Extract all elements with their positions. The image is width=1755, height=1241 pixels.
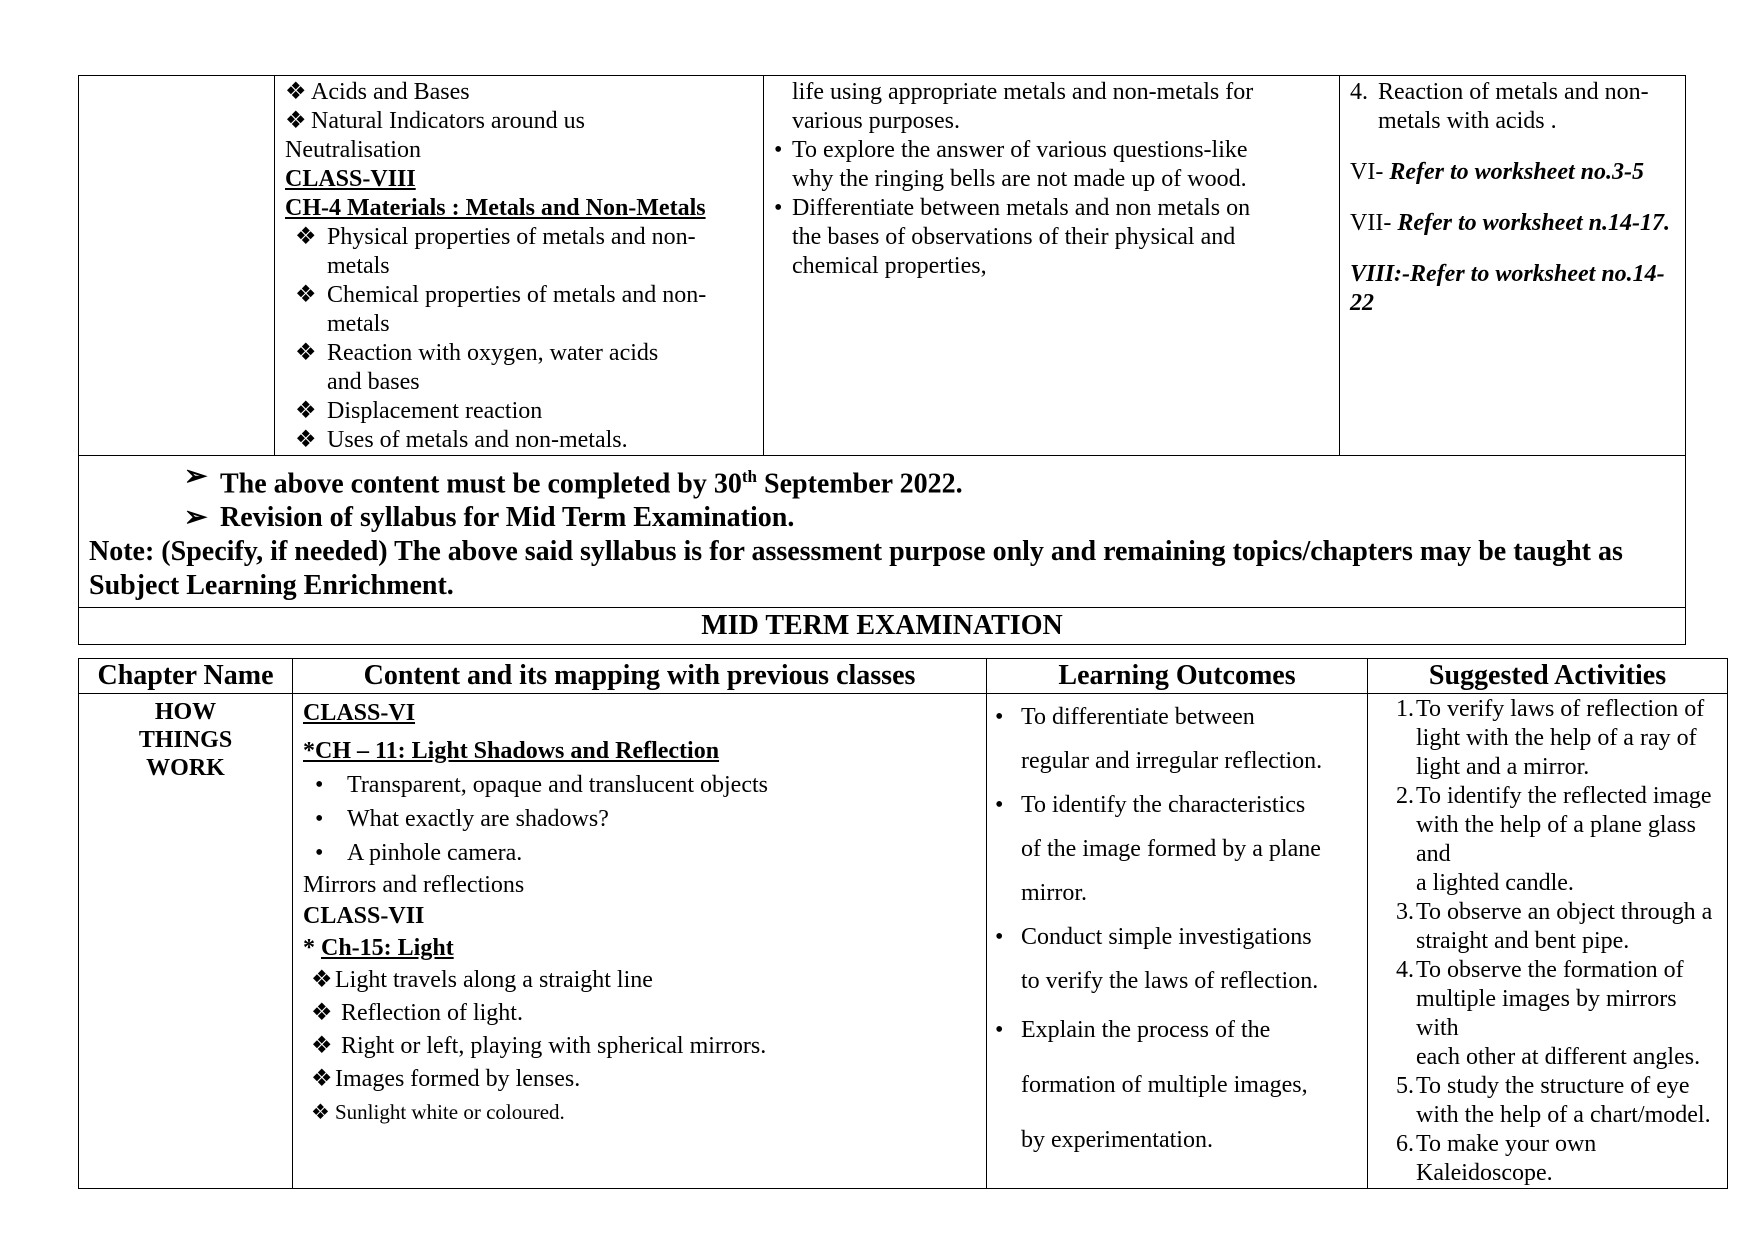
bullet-icon: • — [315, 772, 324, 798]
list-item: ❖ Images formed by lenses. — [303, 1063, 976, 1096]
diamond-bullet-icon: ❖ — [295, 340, 317, 366]
worksheet-ref: VII- Refer to worksheet n.14-17. — [1350, 210, 1670, 236]
list-item: • Conduct simple investigations to verify the laws of reflection. — [995, 915, 1359, 1003]
bullet-icon: • — [995, 792, 1004, 818]
bullet-icon: • — [995, 1017, 1004, 1043]
diamond-bullet-icon: ❖ — [311, 1000, 333, 1026]
mirrors-text: Mirrors and reflections — [303, 872, 525, 898]
diamond-bullet-icon: ❖ — [311, 967, 333, 993]
chapter-heading: *CH – 11: Light Shadows and Reflection — [303, 738, 720, 764]
list-item: 1. To verify laws of reflection of light with the help of a ray of light and a mirror. — [1396, 696, 1705, 780]
list-item: ❖ Light travels along a straight line — [303, 964, 976, 997]
column-header: Chapter Name — [79, 659, 293, 694]
list-item: 4. Reaction of metals and non- metals with acids . — [1350, 79, 1649, 134]
list-item: • Differentiate between metals and non metals on the bases of observations of their physical and chemical properties, — [774, 195, 1251, 279]
note-text: Note: (Specify, if needed) The above said syllabus is for assessment purpose only and remaining topics/chapters may be taught as Subject Learning Enrichment. — [89, 536, 1623, 602]
list-item: ❖ Natural Indicators around us — [285, 108, 585, 134]
list-item: ❖ Displacement reaction — [285, 397, 753, 426]
bullet-icon: • — [315, 840, 324, 866]
column-header: Learning Outcomes — [987, 659, 1368, 694]
mid-term-syllabus-table — [78, 658, 1728, 1189]
list-item: 4. To observe the formation of multiple images by mirrors with each other at different angles. — [1396, 957, 1701, 1070]
list-item: ➢ The above content must be completed by 30th September 2022. — [184, 461, 963, 500]
list-item: ➢ Revision of syllabus for Mid Term Examination. — [184, 502, 795, 534]
class-vii-heading: CLASS-VII — [303, 903, 425, 929]
list-item: ❖ Physical properties of metals and non- metals — [285, 223, 753, 281]
list-item: • Explain the process of the formation of multiple images, by experimentation. — [995, 1003, 1359, 1168]
activities-cell — [1340, 76, 1686, 456]
worksheet-ref: VIII:-Refer to worksheet no.14-22 — [1350, 261, 1665, 316]
diamond-bullet-icon: ❖ — [311, 1033, 333, 1059]
diamond-bullet-icon: ❖ — [285, 79, 307, 105]
chapter-name-cell-empty — [79, 76, 275, 456]
learning-outcomes-cell: life using appropriate metals and non-metals for various purposes. • To explore the answer of various questions-like why the ringing bells are not made up of wood. • Differentiate between metals and non metals on the bases of observations of their physical and chemical properties, — [764, 76, 1340, 456]
list-item: ❖ Uses of metals and non-metals. — [285, 426, 753, 455]
list-item: • Transparent, opaque and translucent objects — [303, 768, 976, 802]
diamond-bullet-icon: ❖ — [311, 1100, 330, 1124]
list-item: 5. To study the structure of eye with the help of a chart/model. — [1396, 1073, 1711, 1128]
arrow-bullet-icon: ➢ — [184, 461, 208, 492]
table-row — [79, 76, 1686, 456]
column-header: Content and its mapping with previous classes — [293, 659, 987, 694]
learning-outcomes-cell — [987, 694, 1368, 1189]
list-item: • To explore the answer of various questions-like why the ringing bells are not made up of wood. — [774, 137, 1248, 192]
list-item: ❖ Chemical properties of metals and non- metals — [285, 281, 753, 339]
diamond-bullet-icon: ❖ — [295, 224, 317, 250]
bullet-icon: • — [315, 806, 324, 832]
content-cell — [275, 76, 764, 456]
list-item: • A pinhole camera. — [303, 836, 976, 870]
chapter-heading: CH-4 Materials : Metals and Non-Metals — [285, 195, 706, 221]
diamond-bullet-icon: ❖ — [285, 108, 307, 134]
diamond-bullet-icon: ❖ — [295, 427, 317, 453]
section-title: MID TERM EXAMINATION — [79, 608, 1686, 645]
list-item: ❖ Sunlight white or coloured. — [303, 1096, 976, 1128]
chapter-heading: * Ch-15: Light — [303, 935, 454, 961]
syllabus-continuation-table — [78, 75, 1686, 645]
chapter-name-cell: HOW THINGS WORK — [79, 694, 293, 1189]
neutralisation-text: Neutralisation — [285, 137, 421, 163]
bullet-icon: • — [774, 137, 783, 163]
table-row — [79, 608, 1686, 645]
notes-cell — [79, 456, 1686, 608]
list-item: 2. To identify the reflected image with the help of a plane glass and a lighted candle. — [1396, 783, 1712, 896]
class-vi-heading: CLASS-VI — [303, 700, 416, 726]
table-row — [79, 694, 1728, 1189]
list-item: • What exactly are shadows? — [303, 802, 976, 836]
list-item: 3. To observe an object through a straight and bent pipe. — [1396, 899, 1713, 954]
column-header: Suggested Activities — [1368, 659, 1728, 694]
class-viii-heading: CLASS-VIII — [285, 166, 416, 192]
diamond-bullet-icon: ❖ — [295, 398, 317, 424]
list-item: ❖ Reflection of light. — [303, 997, 976, 1030]
list-item: • To differentiate between regular and irregular reflection. — [995, 695, 1359, 783]
table-header-row — [79, 659, 1728, 694]
list-item: ❖ Reaction with oxygen, water acids and bases — [285, 339, 753, 397]
table-row — [79, 456, 1686, 608]
content-cell — [293, 694, 987, 1189]
diamond-bullet-icon: ❖ — [311, 1066, 333, 1092]
list-item: ❖ Right or left, playing with spherical mirrors. — [303, 1030, 976, 1063]
bullet-icon: • — [995, 704, 1004, 730]
arrow-bullet-icon: ➢ — [184, 502, 208, 534]
bullet-icon: • — [995, 924, 1004, 950]
bullet-icon: • — [774, 195, 783, 221]
list-item: • To identify the characteristics of the image formed by a plane mirror. — [995, 783, 1359, 915]
list-item: 6. To make your own Kaleidoscope. — [1396, 1131, 1597, 1186]
list-item: ❖ Acids and Bases — [285, 79, 470, 105]
worksheet-ref: VI- Refer to worksheet no.3-5 — [1350, 159, 1644, 185]
activities-cell — [1368, 694, 1728, 1189]
diamond-bullet-icon: ❖ — [295, 282, 317, 308]
